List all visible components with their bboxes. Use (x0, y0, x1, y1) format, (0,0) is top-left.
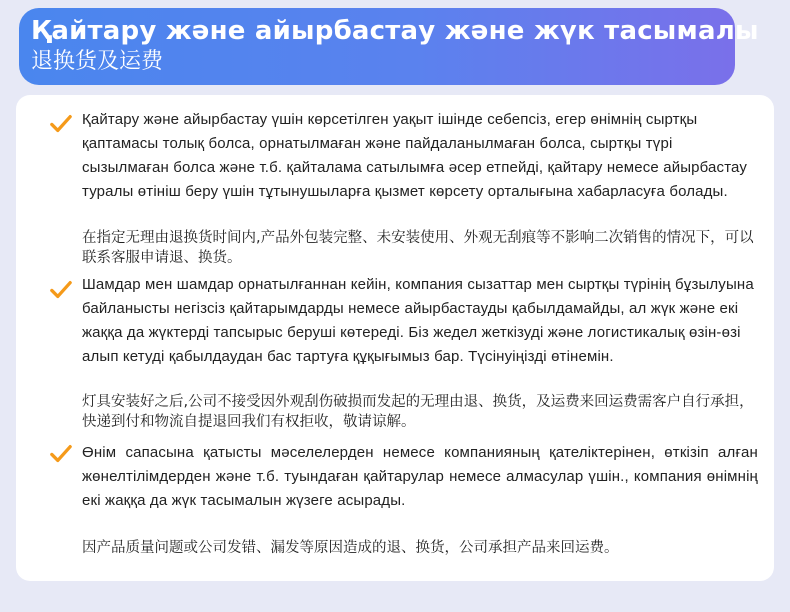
policy-text-kz: Қайтару және айырбастау үшін көрсетілген уақыт ішінде себепсіз, егер өнімнің сыртқы қаптамасы толық болса, орнатылмаған және пайдаланылмаған болса, сыртқы түрі сызылмаған болса және т.б. қайталама сатылымға әсер етпейді, қайтару немесе айырбастау туралы өтініш беру үшін тұтынушыларға қызмет көрсету орталығына хабарласуға болады. (82, 111, 748, 200)
header-banner (19, 8, 759, 85)
checkmark-icon (50, 279, 72, 301)
policy-text-zh: 因产品质量问题或公司发错、漏发等原因造成的退、换货，公司承担产品来回运费。 (82, 540, 619, 556)
page-subtitle: 退换货及运费 (31, 49, 164, 74)
policy-text-zh: 在指定无理由退换货时间内,产品外包装完整、未安装使用、外观无刮痕等不影响二次销售的情况下，可以联系客服申请退、换货。 (82, 230, 754, 266)
policy-text-kz: Шамдар мен шамдар орнатылғаннан кейін, компания сызаттар мен сыртқы түрінің бұзылуына байланысты негізсіз қайтарымдарды немесе айырбастауды қабылдамайды, ал жүк және екі жаққа да жүктерді тапсырыс беруші көтереді. Біз жедел жеткізуді және логистикалық өзін-өзі алып кетуді қабылдаудан бас тартуға құқығымыз бар. Түсінуіңізді өтінемін. (82, 276, 754, 365)
checkmark-icon (50, 113, 72, 135)
policy-text-zh: 灯具安装好之后,公司不接受因外观刮伤破损而发起的无理由退、换货，及运费来回运费需客户自行承担，快递到付和物流自提退回我们有权拒收，敬请谅解。 (82, 394, 754, 430)
page-title: Қайтару және айырбастау және жүк тасымалы (31, 16, 759, 46)
checkmark-icon (50, 443, 72, 465)
policy-text-kz: Өнім сапасына қатысты мәселелерден немесе компанияның қателіктерінен, өткізіп алған жөнелтілімдерден және т.б. туындаған қайтарулар немесе алмасулар үшін., компания өнімнің екі жаққа да жүк тасымалын жүзеге асырады. (82, 444, 758, 509)
policy-card (16, 95, 774, 581)
